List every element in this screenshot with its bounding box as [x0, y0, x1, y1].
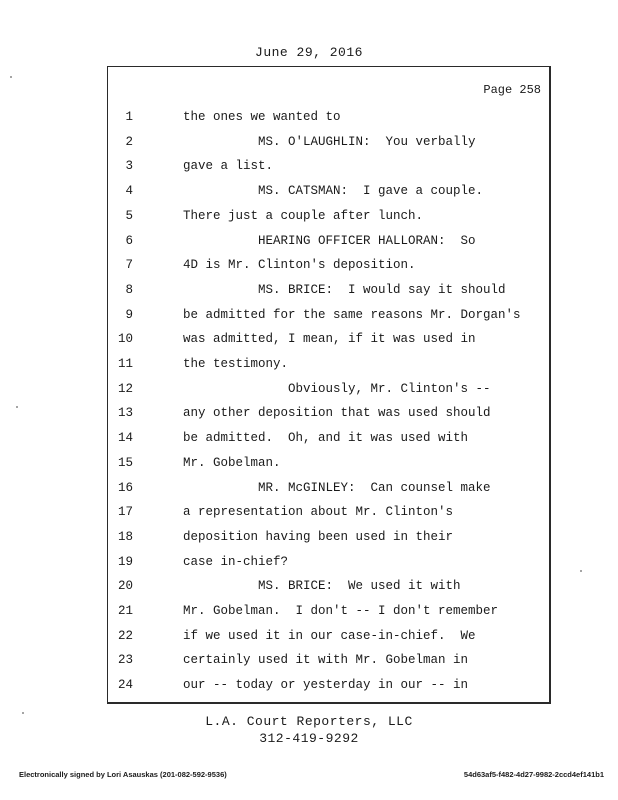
line-text: be admitted. Oh, and it was used with [183, 431, 469, 446]
transcript-line [108, 278, 549, 302]
line-number: 22 [117, 628, 133, 643]
transcript-line [108, 179, 549, 203]
line-text: MS. BRICE: We used it with [258, 579, 461, 594]
document-id: 54d63af5-f482-4d27-9982-2ccd4ef141b1 [463, 770, 604, 779]
line-text: MR. McGINLEY: Can counsel make [258, 480, 491, 495]
line-text: Mr. Gobelman. [183, 455, 281, 470]
line-text: any other deposition that was used should [183, 406, 491, 421]
line-text: the ones we wanted to [183, 110, 341, 124]
transcript-line [108, 451, 549, 475]
transcript-line [108, 377, 549, 401]
line-text: be admitted for the same reasons Mr. Dorgan's [183, 307, 521, 322]
line-number: 23 [117, 653, 133, 668]
transcript-line [108, 426, 549, 450]
line-text: the testimony. [183, 357, 289, 371]
line-text: if we used it in our case-in-chief. We [183, 628, 476, 643]
footer-company: L.A. Court Reporters, LLC [205, 714, 413, 729]
line-number: 4 [125, 184, 133, 199]
transcript-line [108, 401, 549, 425]
scan-speck [22, 712, 24, 714]
line-number: 7 [125, 258, 133, 273]
transcript-line [108, 204, 549, 228]
line-number: 2 [125, 134, 133, 149]
line-number: 20 [117, 579, 133, 594]
line-number: 1 [125, 110, 133, 124]
line-text: MS. BRICE: I would say it should [258, 282, 506, 297]
line-number: 24 [117, 678, 133, 693]
transcript-line [108, 500, 549, 524]
line-text: our -- today or yesterday in our -- in [183, 678, 469, 693]
line-number: 14 [117, 431, 133, 446]
line-number: 10 [117, 332, 133, 347]
line-text: gave a list. [183, 159, 274, 174]
transcript-line [108, 476, 549, 500]
scan-speck [580, 570, 582, 572]
line-number: 15 [117, 455, 133, 470]
transcript-line [108, 105, 549, 129]
transcript-page [107, 66, 551, 704]
scan-speck [10, 76, 12, 78]
line-number: 16 [117, 480, 133, 495]
page-number: Page 258 [483, 83, 541, 97]
line-number: 19 [117, 554, 133, 569]
line-text: case in-chief? [183, 554, 289, 569]
line-number: 13 [117, 406, 133, 421]
header-date: June 29, 2016 [255, 45, 363, 60]
transcript-line [108, 130, 549, 154]
line-number: 11 [117, 357, 133, 371]
line-text: HEARING OFFICER HALLORAN: So [258, 233, 476, 248]
transcript-line [108, 574, 549, 598]
transcript-line [108, 253, 549, 277]
line-number: 18 [117, 529, 133, 544]
line-number: 3 [125, 159, 133, 174]
transcript-line [108, 327, 549, 351]
line-text: MS. O'LAUGHLIN: You verbally [258, 134, 476, 149]
line-number: 9 [125, 307, 133, 322]
line-number: 21 [117, 604, 133, 618]
line-text: There just a couple after lunch. [183, 208, 424, 223]
line-text: a representation about Mr. Clinton's [183, 505, 454, 520]
line-text: deposition having been used in their [183, 529, 454, 544]
line-number: 17 [117, 505, 133, 520]
line-number: 5 [125, 208, 133, 223]
transcript-line [108, 154, 549, 178]
transcript-line [108, 648, 549, 672]
line-text: Mr. Gobelman. I don't -- I don't remember [183, 604, 499, 618]
transcript-line [108, 673, 549, 697]
transcript-line [108, 599, 549, 623]
line-number: 6 [125, 233, 133, 248]
line-text: 4D is Mr. Clinton's deposition. [183, 258, 416, 273]
line-text: certainly used it with Mr. Gobelman in [183, 653, 469, 668]
line-text: MS. CATSMAN: I gave a couple. [258, 184, 484, 199]
footer-phone: 312-419-9292 [259, 731, 359, 746]
line-number: 12 [117, 381, 133, 396]
line-number: 8 [125, 282, 133, 297]
line-text: was admitted, I mean, if it was used in [183, 332, 476, 347]
transcript-line [108, 303, 549, 327]
transcript-line [108, 624, 549, 648]
scan-speck [16, 406, 18, 408]
transcript-line [108, 352, 549, 376]
line-text: Obviously, Mr. Clinton's -- [288, 381, 491, 396]
signature-text: Electronically signed by Lori Asauskas (201-082-592-9536) [19, 770, 227, 779]
transcript-line [108, 550, 549, 574]
transcript-line [108, 229, 549, 253]
transcript-line [108, 525, 549, 549]
